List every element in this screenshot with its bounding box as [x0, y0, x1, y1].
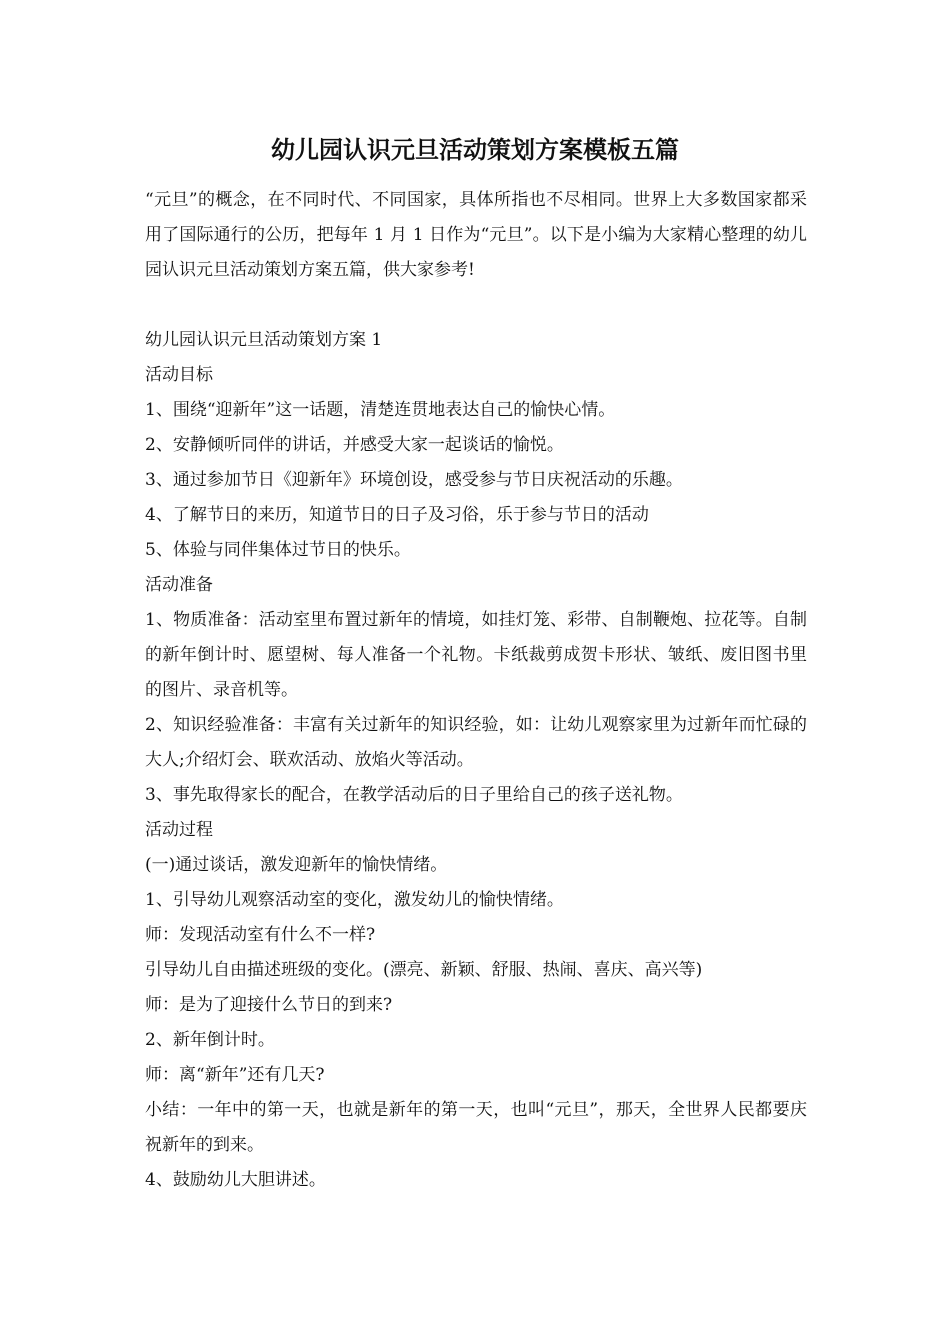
- process-item: 师：离“新年”还有几天?: [145, 1065, 325, 1085]
- goal-item: 2、安静倾听同伴的讲话，并感受大家一起谈话的愉悦。: [145, 435, 564, 455]
- process-item: 2、新年倒计时。: [145, 1030, 275, 1050]
- prep-item: 2、知识经验准备：丰富有关过新年的知识经验，如：让幼儿观察家里为过新年而忙碌的大人;介绍灯会、联欢活动、放焰火等活动。: [145, 715, 807, 770]
- document-title: 幼儿园认识元旦活动策划方案模板五篇: [271, 136, 679, 164]
- process-heading: 活动过程: [145, 820, 213, 840]
- process-item: 师：发现活动室有什么不一样?: [145, 925, 376, 945]
- process-item: 小结：一年中的第一天，也就是新年的第一天，也叫“元旦”，那天，全世界人民都要庆祝新年的到来。: [145, 1100, 807, 1155]
- document-body: [145, 183, 807, 1198]
- goal-item: 3、通过参加节日《迎新年》环境创设，感受参与节日庆祝活动的乐趣。: [145, 470, 683, 490]
- process-item: 4、鼓励幼儿大胆讲述。: [145, 1170, 326, 1190]
- goal-item: 4、了解节日的来历，知道节日的日子及习俗，乐于参与节日的活动: [145, 505, 649, 525]
- process-item: 1、引导幼儿观察活动室的变化，激发幼儿的愉快情绪。: [145, 890, 564, 910]
- section-heading: 幼儿园认识元旦活动策划方案 1: [145, 330, 383, 350]
- prep-item: 3、事先取得家长的配合，在教学活动后的日子里给自己的孩子送礼物。: [145, 785, 683, 805]
- prep-heading: 活动准备: [145, 575, 213, 595]
- intro-paragraph: “元旦”的概念，在不同时代、不同国家，具体所指也不尽相同。世界上大多数国家都采用了国际通行的公历，把每年 1 月 1 日作为“元旦”。以下是小编为大家精心整理的幼儿园认识元旦活动策划方案五篇，供大家参考!: [145, 190, 807, 280]
- goal-heading: 活动目标: [145, 365, 213, 385]
- prep-item: 1、物质准备：活动室里布置过新年的情境，如挂灯笼、彩带、自制鞭炮、拉花等。自制的新年倒计时、愿望树、每人准备一个礼物。卡纸裁剪成贺卡形状、皱纸、废旧图书里的图片、录音机等。: [145, 610, 807, 700]
- process-item: 引导幼儿自由描述班级的变化。(漂亮、新颖、舒服、热闹、喜庆、高兴等): [145, 960, 703, 980]
- process-item: (一)通过谈话，激发迎新年的愉快情绪。: [145, 855, 448, 875]
- goal-item: 5、体验与同伴集体过节日的快乐。: [145, 540, 411, 560]
- goal-item: 1、围绕“迎新年”这一话题，清楚连贯地表达自己的愉快心情。: [145, 400, 616, 420]
- process-item: 师：是为了迎接什么节日的到来?: [145, 995, 393, 1015]
